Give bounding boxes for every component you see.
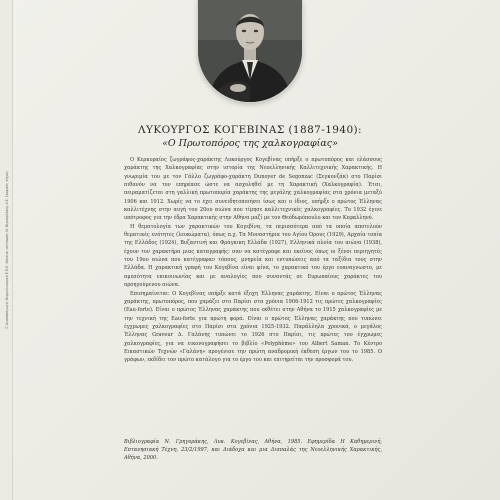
bibliography-text: Βιβλιογραφία Ν. Γρηγοράκης, Λυκ. Κογεβίνας, Αθήνα, 1985. Εφημερίδα Η Καθημερινή, Επτανησιακή Τέχνη, 23/2/1997, και Διάδοχα και μια Δισπαλάς της Νεοελληνικής Χαρακτικής, Αθήνα, 2000. <box>124 439 382 462</box>
biography-paragraph: Επισημαίνεται: Ο Κογεβίνας υπήρξε κατά έξοχη Έλληνας χαράκτης. Είναι ο πρώτος Έλληνας χαράκτης, πρωτοπόρος, που χαράζει στο Παρίσι στα χρόνια 1906-1912 τις πρώτες χαλκογραφίες (Eau-forte). Είναι ο πρώτος Έλληνας χαράκτης που εκθέτει στην Αθήνα το 1915 χαλκογραφίες με την τεχνική της Eau-forte για πρώτη φορά. Είναι ο πρώτος Έλληνας χαράκτης που τυπώνει έγχρωμες χαλκογραφίες στο Παρίσι στα χρόνια 1925-1932. Παράλληλα χρονικά, ο μεγάλος Έλληνας Graveur Δ. Γαλάνης τυπώνει το 1926 στο Παρίσι, τις πρώτες του έγχρωμες χαλκογραφίες, για να εικονογραφήσει το βιβλίο «Polyphème» του Albert Saman. Το Κέντρο Εικαστικών Τεχνών «Γαλάνη» προγένισε την πρώτη αναδρομική έκθεση έργων του το 1985. Ο γράφων, εκδίδει τον πρώτο κατάλογο για το έργο του και επιτηρείται την προσφορά του. <box>124 290 382 364</box>
portrait-photo <box>198 0 302 102</box>
portrait-figure-icon <box>198 0 302 102</box>
page-subtitle: «Ο Πρωτοπόρος της χαλκογραφίας» <box>162 138 338 149</box>
side-caption: © Αναπαραγωγή: Θερμοδυναμική Ε.Π.Ε. Χάρτινη εκτύπωση: Ν. Βερναρδάκης Α.Ε. Γραφικές τέχνες <box>5 170 9 330</box>
side-binding-strip <box>0 0 13 500</box>
biography-paragraph: Ο Κερκυραίος ζωγράφος-χαράκτης Λυκούργος Κογεβίνας υπήρξε ο πρωτοπόρος και ελάσσους χαράκτης της Χαλκογραφίας στην ιστορία της Νεοελληνικής Καλλιτεχνικής Χαρακτικής. Η γνωριμία του με τον Γάλλο ζωγράφο-χαράκτη Dunoyer de Segonzac (Σεγκονζάκ) στο Παρίσι πιθανόν να τον επηρέασε ώστε να ασχοληθεί με τη Χαρακτική (Χαλκογραφία). Έτσι, πειραματίζεται στη γαλλική πρωτοπορία χαράκτης της μεγάλης χαλκογραφίας στα χρόνια μεταξύ 1906 και 1912. Χωρίς να το έχει συνειδητοποιήσει ίσως και ο ίδιος, υπήρξε ο πρώτος Έλληνας καλλιτέχνης στην αυγή του 20ου αιώνα που τίμησε καλλιτεχνικές χαλκογραφίες. Το 1932 έγινε υπότροφος για την έδρα Χαρακτικής στην Αθήνα μαζί με τον Θεόδωρόπουλο και τον Κεφαλληνό. <box>124 157 382 222</box>
biography-paragraph: Η θεματολογία των χαρακτικών του Κογεβίνα, τα περισσότερα από τα οποία αποτελούν θεματικές ενότητες (λευκώματα), όπως π.χ. Τα Μοναστήρια του Αγίου Όρους (1929), Αρχαία τοπία της Ελλάδος (1924), Βυζαντινή και Φράγκικη Ελλάδα (1927), Ελληνικά πλοία του αιώνα (1938), έχουν τον χαρακτήρα μιας καταγραφής: σαν να κατέγραφε και εκείνος όπως οι ξένοι περιηγητές του 19ου αιώνα που κατέγραφαν τόπους, μνημεία και εντυπώσεις από τα ταξίδια τους στην Ελλάδα. Η χαρακτική γραφή του Κογεβίνα είναι φίνα, το χαρακτικό του έργο ευαναγνωστο, με αμεσότητα επικοινωνίας και με αναλογίες που συναντάς σε Ευρωπαίους χαράκτες του προηγούμενου αιώνα. <box>124 223 382 289</box>
bibliography <box>124 438 382 463</box>
page-title: ΛΥΚΟΥΡΓΟΣ ΚΟΓΕΒΙΝΑΣ (1887-1940): <box>138 124 362 136</box>
biography-text <box>124 156 382 365</box>
